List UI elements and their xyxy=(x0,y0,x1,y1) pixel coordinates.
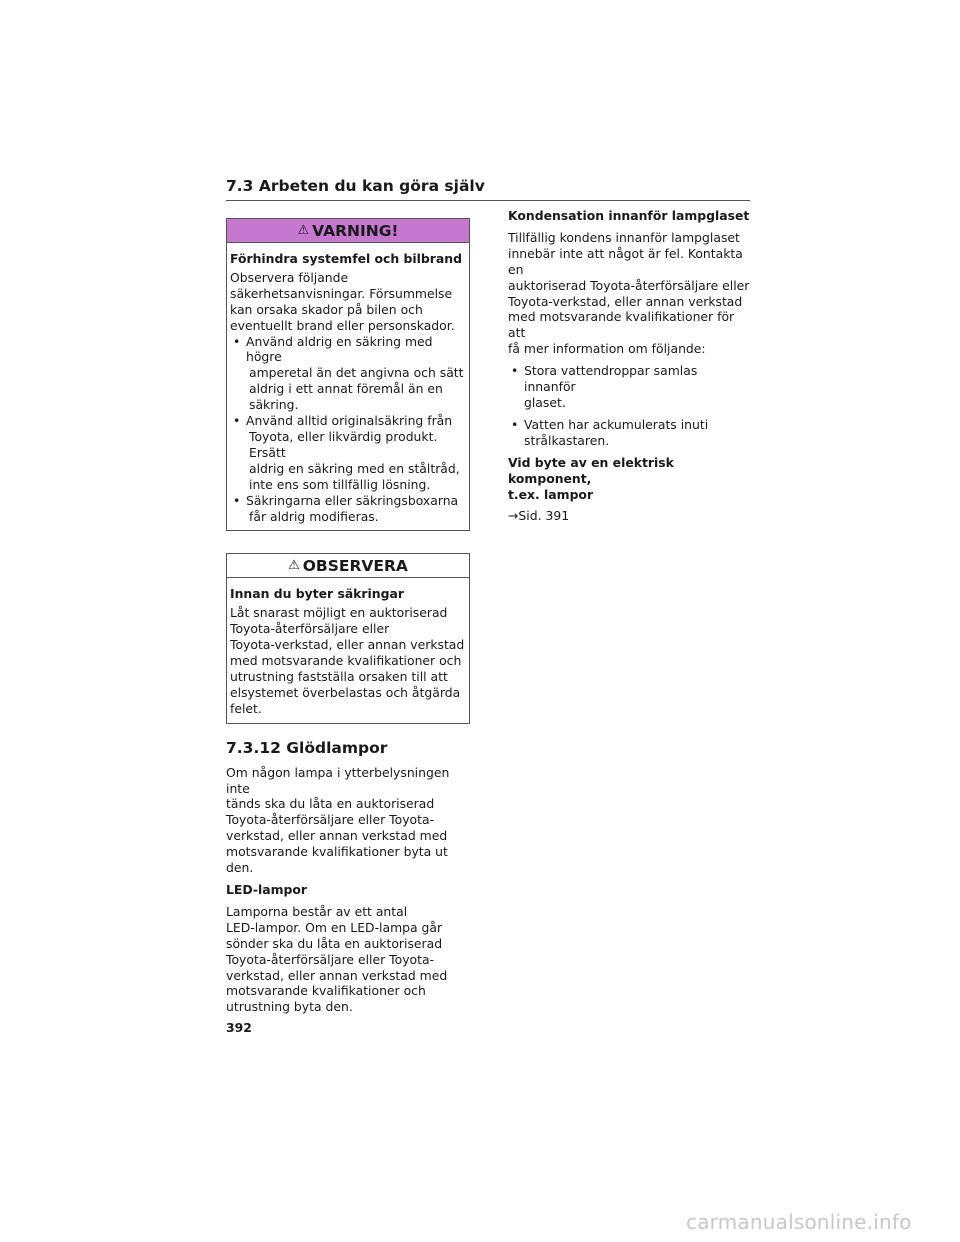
replace-heading-line: t.ex. lampor xyxy=(508,486,594,502)
bullet-line: Använd aldrig en säkring med högre xyxy=(246,333,433,365)
bullet-line: inte ens som tillfällig lösning. xyxy=(249,476,431,492)
led-body-line: utrustning byta den. xyxy=(226,999,353,1015)
warning-bullet xyxy=(230,493,466,525)
bulbs-intro-line: verkstad, eller annan verkstad med xyxy=(226,828,448,844)
warning-intro xyxy=(230,270,466,334)
warning-triangle-icon: ⚠ xyxy=(297,223,310,238)
led-body-line: Toyota-återförsäljare eller Toyota- xyxy=(226,951,435,967)
bullet-line: amperetal än det angivna och sätt xyxy=(249,365,464,381)
condensation-bullet xyxy=(508,363,750,411)
warning-bullet xyxy=(230,413,466,493)
bullet-mark: • xyxy=(233,492,241,508)
bullet-line: Vatten har ackumulerats inuti xyxy=(524,416,709,432)
warning-box-header xyxy=(227,219,469,243)
led-body-line: motsvarande kvalifikationer och xyxy=(226,983,426,999)
notice-box xyxy=(226,553,470,723)
bullet-line: Stora vattendroppar samlas innanför xyxy=(524,363,698,395)
bullet-line: aldrig en säkring med en ståltråd, xyxy=(249,460,460,476)
led-heading: LED-lampor xyxy=(226,882,308,897)
bulbs-intro xyxy=(226,765,470,876)
left-column xyxy=(226,218,470,1015)
notice-line: Toyota-verkstad, eller annan verkstad xyxy=(230,637,465,653)
warning-triangle-icon: ⚠ xyxy=(288,558,300,574)
notice-heading: OBSERVERA xyxy=(302,556,408,575)
page-reference[interactable] xyxy=(508,508,750,524)
arrow-right-icon: → xyxy=(508,508,519,524)
bullet-mark: • xyxy=(233,333,241,349)
warning-box xyxy=(226,218,470,531)
bulbs-intro-line: motsvarande kvalifikationer byta ut den. xyxy=(226,844,448,876)
condensation-bullet xyxy=(508,417,750,449)
condensation-body xyxy=(508,230,750,357)
condensation-line: få mer information om följande: xyxy=(508,341,706,357)
condensation-line: Toyota-verkstad, eller annan verkstad xyxy=(508,293,743,309)
condensation-heading: Kondensation innanför lampglaset xyxy=(508,208,750,223)
bullet-line: strålkastaren. xyxy=(524,432,610,448)
notice-box-header xyxy=(227,554,469,578)
led-body-line: Lamporna består av ett antal xyxy=(226,903,408,919)
notice-line: Toyota-återförsäljare eller xyxy=(230,621,390,637)
bullet-line: Säkringarna eller säkringsboxarna xyxy=(246,492,459,508)
notice-line: Låt snarast möjligt en auktoriserad xyxy=(230,605,448,621)
notice-subheading: Innan du byter säkringar xyxy=(230,586,404,602)
bulbs-intro-line: Toyota-återförsäljare eller Toyota- xyxy=(226,812,435,828)
right-column xyxy=(508,208,750,524)
warning-intro-line: säkerhetsanvisningar. Försummelse xyxy=(230,285,453,301)
warning-intro-line: Observera följande xyxy=(230,269,349,285)
bullet-mark: • xyxy=(511,363,519,379)
notice-line: elsystemet överbelastas och åtgärda xyxy=(230,684,461,700)
notice-body xyxy=(230,605,466,716)
bullet-mark: • xyxy=(511,416,519,432)
led-body xyxy=(226,904,470,1015)
condensation-line: med motsvarande kvalifikationer för att xyxy=(508,309,735,341)
bulbs-intro-line: Om någon lampa i ytterbelysningen inte xyxy=(226,764,450,796)
warning-intro-line: eventuellt brand eller personskador. xyxy=(230,317,455,333)
notice-line: felet. xyxy=(230,700,262,716)
page-reference-link[interactable]: Sid. 391 xyxy=(518,508,570,524)
bulbs-intro-line: tänds ska du låta en auktoriserad xyxy=(226,796,435,812)
bullet-mark: • xyxy=(233,413,241,429)
bullet-line: säkring. xyxy=(249,397,299,413)
watermark: carmanualsonline.info xyxy=(686,1210,912,1234)
bullet-line: får aldrig modifieras. xyxy=(249,508,379,524)
led-body-line: verkstad, eller annan verkstad med xyxy=(226,967,448,983)
section-title: 7.3 Arbeten du kan göra själv xyxy=(226,176,750,201)
bullet-line: glaset. xyxy=(524,394,566,410)
notice-line: med motsvarande kvalifikationer och xyxy=(230,653,462,669)
led-body-line: sönder ska du låta en auktoriserad xyxy=(226,935,443,951)
notice-line: utrustning fastställa orsaken till att xyxy=(230,668,448,684)
warning-heading: VARNING! xyxy=(312,221,399,240)
warning-subheading: Förhindra systemfel och bilbrand xyxy=(230,251,462,266)
led-body-line: LED-lampor. Om en LED-lampa går xyxy=(226,919,443,935)
replace-heading xyxy=(508,455,750,503)
page-number: 392 xyxy=(226,1020,252,1035)
condensation-line: Tillfällig kondens innanför lampglaset xyxy=(508,229,740,245)
bulbs-section-title: 7.3.12 Glödlampor xyxy=(226,738,388,757)
condensation-line: innebär inte att något är fel. Kontakta en xyxy=(508,245,743,277)
condensation-line: auktoriserad Toyota-återförsäljare eller xyxy=(508,277,750,293)
bullet-line: Toyota, eller likvärdig produkt. Ersätt xyxy=(249,428,438,460)
warning-intro-line: kan orsaka skador på bilen och xyxy=(230,301,423,317)
replace-heading-line: Vid byte av en elektrisk komponent, xyxy=(508,454,674,486)
warning-bullet xyxy=(230,334,466,414)
bullet-line: aldrig i ett annat föremål än en xyxy=(249,381,443,397)
bullet-line: Använd alltid originalsäkring från xyxy=(246,413,453,429)
